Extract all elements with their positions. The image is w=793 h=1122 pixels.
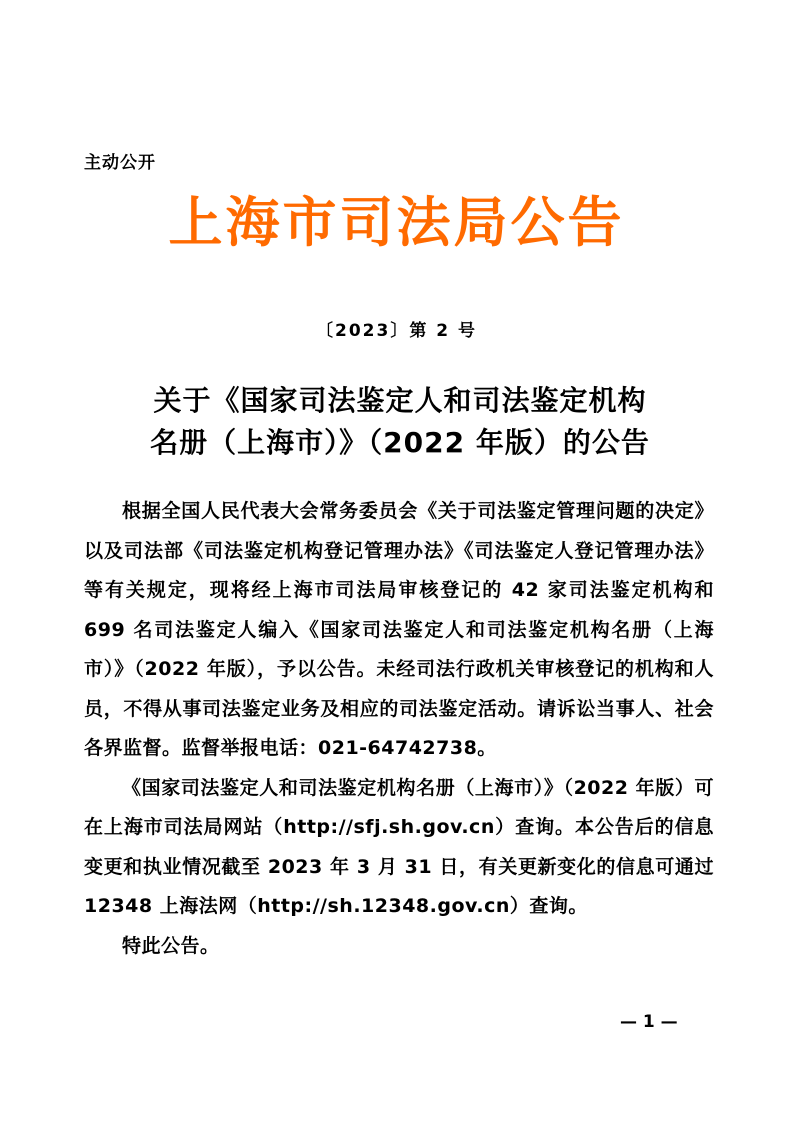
body-paragraph-2: 《国家司法鉴定人和司法鉴定机构名册（上海市）》（2022 年版）可在上海市司法局网站（http://sfj.sh.gov.cn）查询。本公告后的信息变更和执业情况截至 2023 年 3 月 31 日，有关更新变化的信息可通过 12348 上海法网（http://sh.12348.gov.cn）查询。	[84, 776, 714, 917]
body-paragraph-3: 特此公告。	[122, 934, 220, 957]
document-number: 〔2023〕第 2 号	[316, 321, 477, 341]
body-paragraph-1: 根据全国人民代表大会常务委员会《关于司法鉴定管理问题的决定》以及司法部《司法鉴定机构登记管理办法》《司法鉴定人登记管理办法》等有关规定，现将经上海市司法局审核登记的 42 家司法鉴定机构和 699 名司法鉴定人编入《国家司法鉴定人和司法鉴定机构名册（上海市）》（2022 年版），予以公告。未经司法行政机关审核登记的机构和人员，不得从事司法鉴定业务及相应的司法鉴定活动。请诉讼当事人、社会各界监督。监督举报电话：021-64742738。	[84, 500, 714, 759]
document-body	[84, 492, 714, 966]
public-disclosure-label: 主动公开	[84, 153, 156, 173]
page-number: — 1 —	[620, 1012, 678, 1032]
masthead-title: 上海市司法局公告	[168, 191, 625, 254]
document-title	[100, 380, 700, 464]
document-title-line-1: 关于《国家司法鉴定人和司法鉴定机构	[153, 384, 647, 417]
document-title-line-2: 名册（上海市）》（2022 年版）的公告	[150, 426, 650, 459]
